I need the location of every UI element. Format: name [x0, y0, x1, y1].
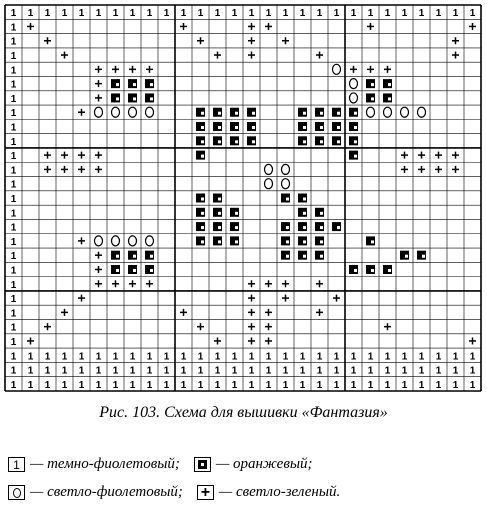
- cell-dark-violet: 1: [401, 8, 408, 20]
- cell-dark-violet: 1: [10, 236, 17, 248]
- cell-orange-mark: [201, 155, 204, 158]
- cell-dark-violet: 1: [435, 365, 442, 377]
- cell-dark-violet: 1: [197, 351, 204, 363]
- cell-dark-violet: 1: [10, 136, 17, 148]
- cell-dark-violet: 1: [265, 351, 272, 363]
- cell-dark-violet: 1: [10, 8, 17, 20]
- cell-dark-violet: 1: [350, 351, 357, 363]
- cell-orange-mark: [320, 212, 323, 215]
- cell-dark-violet: 1: [10, 308, 17, 320]
- cell-dark-violet: 1: [469, 8, 476, 20]
- cell-orange-mark: [235, 112, 238, 115]
- cell-orange-mark: [371, 240, 374, 243]
- cell-dark-violet: 1: [350, 379, 357, 391]
- cell-dark-violet: 1: [10, 93, 17, 105]
- cell-dark-violet: 1: [27, 351, 34, 363]
- cell-dark-violet: 1: [78, 8, 85, 20]
- cell-dark-violet: 1: [10, 194, 17, 205]
- cell-dark-violet: 1: [231, 351, 238, 363]
- cell-dark-violet: 1: [10, 265, 17, 277]
- cell-dark-violet: 1: [112, 351, 119, 363]
- cell-orange-mark: [218, 240, 221, 243]
- cell-orange-mark: [388, 83, 391, 86]
- cell-dark-violet: 1: [282, 365, 289, 377]
- cell-dark-violet: 1: [316, 8, 323, 20]
- cell-dark-violet: 1: [248, 365, 255, 377]
- cell-orange-mark: [354, 155, 357, 158]
- cell-orange-mark: [354, 126, 357, 129]
- cell-dark-violet: 1: [452, 379, 459, 391]
- cell-orange-mark: [320, 240, 323, 243]
- cell-dark-violet: 1: [95, 365, 102, 377]
- cell-orange-mark: [235, 240, 238, 243]
- cell-orange-mark: [422, 255, 425, 258]
- cell-dark-violet: 1: [10, 208, 17, 220]
- cell-dark-violet: 1: [10, 51, 17, 63]
- cell-light-violet: [350, 93, 358, 103]
- cell-dark-violet: 1: [10, 79, 17, 91]
- cell-dark-violet: 1: [129, 8, 136, 20]
- cell-dark-violet: 1: [452, 8, 459, 20]
- cell-dark-violet: 1: [10, 179, 17, 191]
- cell-dark-violet: 1: [95, 351, 102, 363]
- cell-orange-mark: [320, 255, 323, 258]
- cell-orange-mark: [252, 140, 255, 143]
- cell-dark-violet: 1: [435, 8, 442, 20]
- cell-orange-mark: [303, 226, 306, 229]
- cell-orange-mark: [337, 140, 340, 143]
- cell-dark-violet: 1: [418, 8, 425, 20]
- cell-orange-mark: [235, 226, 238, 229]
- cell-dark-violet: 1: [44, 351, 51, 363]
- cell-dark-violet: 1: [367, 365, 374, 377]
- cell-dark-violet: 1: [61, 365, 68, 377]
- cell-light-violet: [112, 107, 120, 117]
- cell-light-violet: [367, 107, 375, 117]
- cell-orange-mark: [286, 198, 289, 201]
- cell-orange-mark: [320, 140, 323, 143]
- cell-dark-violet: 1: [10, 108, 17, 120]
- cell-orange-mark: [405, 255, 408, 258]
- cell-dark-violet: 1: [265, 379, 272, 391]
- cell-dark-violet: 1: [197, 8, 204, 20]
- cell-orange-mark: [303, 140, 306, 143]
- cell-dark-violet: 1: [112, 8, 119, 20]
- cell-orange-mark: [235, 126, 238, 129]
- legend-dark-violet: — темно-фиолетовый;: [30, 456, 180, 472]
- cell-dark-violet: 1: [299, 351, 306, 363]
- cell-orange-mark: [252, 126, 255, 129]
- cell-dark-violet: 1: [214, 8, 221, 20]
- cell-orange-mark: [150, 97, 153, 100]
- cell-dark-violet: 1: [299, 8, 306, 20]
- cell-dark-violet: 1: [146, 351, 153, 363]
- cell-orange-mark: [354, 269, 357, 272]
- cell-dark-violet: 1: [282, 351, 289, 363]
- cell-light-violet: [282, 164, 290, 174]
- cell-dark-violet: 1: [10, 294, 17, 306]
- cell-dark-violet: 1: [112, 379, 119, 391]
- cell-dark-violet: 1: [112, 365, 119, 377]
- cell-dark-violet: 1: [384, 8, 391, 20]
- cell-dark-violet: 1: [10, 36, 17, 48]
- cell-dark-violet: 1: [452, 365, 459, 377]
- cell-dark-violet: 1: [384, 351, 391, 363]
- figure-caption: Рис. 103. Схема для вышивки «Фантазия»: [99, 404, 388, 421]
- cell-light-violet: [129, 236, 137, 246]
- cell-dark-violet: 1: [44, 379, 51, 391]
- cell-dark-violet: 1: [78, 379, 85, 391]
- cell-dark-violet: 1: [180, 351, 187, 363]
- cell-orange-mark: [286, 226, 289, 229]
- cell-light-violet: [418, 107, 426, 117]
- cell-dark-violet: 1: [129, 379, 136, 391]
- cell-dark-violet: 1: [10, 251, 17, 263]
- cell-dark-violet: 1: [214, 351, 221, 363]
- cell-dark-violet: 1: [27, 8, 34, 20]
- cell-dark-violet: 1: [27, 379, 34, 391]
- light-violet-symbol-icon: [8, 485, 25, 500]
- cell-dark-violet: 1: [10, 22, 17, 34]
- cell-dark-violet: 1: [367, 351, 374, 363]
- cell-dark-violet: 1: [146, 8, 153, 20]
- cell-orange-mark: [252, 112, 255, 115]
- cell-light-violet: [384, 107, 392, 117]
- cell-orange-mark: [133, 83, 136, 86]
- cell-dark-violet: 1: [10, 365, 17, 377]
- cell-orange-mark: [133, 97, 136, 100]
- cell-orange-mark: [320, 112, 323, 115]
- cell-dark-violet: 1: [248, 379, 255, 391]
- cell-dark-violet: 1: [146, 365, 153, 377]
- cell-dark-violet: 1: [197, 379, 204, 391]
- cell-dark-violet: 1: [367, 379, 374, 391]
- cell-orange-mark: [150, 83, 153, 86]
- cell-orange-mark: [303, 240, 306, 243]
- orange-symbol-icon: [194, 457, 211, 472]
- cell-dark-violet: 1: [384, 365, 391, 377]
- cell-dark-violet: 1: [299, 379, 306, 391]
- cell-light-violet: [146, 236, 154, 246]
- cell-orange-mark: [371, 83, 374, 86]
- cell-orange-mark: [388, 97, 391, 100]
- cell-orange-mark: [337, 112, 340, 115]
- cell-dark-violet: 1: [350, 365, 357, 377]
- cell-dark-violet: 1: [469, 351, 476, 363]
- cell-dark-violet: 1: [146, 379, 153, 391]
- cell-dark-violet: 1: [469, 365, 476, 377]
- cell-orange-mark: [235, 140, 238, 143]
- cell-dark-violet: 1: [129, 365, 136, 377]
- cell-dark-violet: 1: [231, 8, 238, 20]
- cell-light-violet: [95, 236, 103, 246]
- cell-orange-mark: [201, 198, 204, 201]
- cell-dark-violet: 1: [435, 379, 442, 391]
- cell-orange-mark: [286, 255, 289, 258]
- cell-orange-mark: [218, 112, 221, 115]
- cell-dark-violet: 1: [163, 365, 170, 377]
- cell-dark-violet: 1: [214, 365, 221, 377]
- cell-dark-violet: 1: [10, 279, 17, 291]
- cell-orange-mark: [354, 140, 357, 143]
- cell-dark-violet: 1: [350, 8, 357, 20]
- cell-orange-mark: [133, 269, 136, 272]
- cell-orange-mark: [388, 269, 391, 272]
- cell-orange-mark: [320, 126, 323, 129]
- cell-orange-mark: [116, 255, 119, 258]
- cell-dark-violet: 1: [333, 365, 340, 377]
- cell-dark-violet: 1: [333, 351, 340, 363]
- cell-orange-mark: [218, 226, 221, 229]
- cell-light-violet: [401, 107, 409, 117]
- cell-light-violet: [265, 179, 273, 189]
- cell-dark-violet: 1: [248, 8, 255, 20]
- cell-dark-violet: 1: [435, 351, 442, 363]
- cell-orange-mark: [303, 112, 306, 115]
- cell-dark-violet: 1: [367, 8, 374, 20]
- cell-orange-mark: [320, 226, 323, 229]
- cell-orange-mark: [116, 83, 119, 86]
- cell-dark-violet: 1: [401, 351, 408, 363]
- cell-orange-mark: [371, 97, 374, 100]
- cell-dark-violet: 1: [10, 151, 17, 163]
- cell-orange-mark: [150, 269, 153, 272]
- cell-dark-violet: 1: [163, 351, 170, 363]
- cell-dark-violet: 1: [10, 322, 17, 334]
- cell-dark-violet: 1: [265, 365, 272, 377]
- cell-orange-mark: [218, 126, 221, 129]
- cell-light-violet: [112, 236, 120, 246]
- cell-dark-violet: 1: [333, 379, 340, 391]
- legend-orange: — оранжевый;: [215, 456, 313, 472]
- cell-orange-mark: [201, 240, 204, 243]
- cell-dark-violet: 1: [10, 165, 17, 177]
- cell-orange-mark: [303, 212, 306, 215]
- cell-orange-mark: [150, 255, 153, 258]
- cell-light-violet: [129, 107, 137, 117]
- cell-dark-violet: 1: [316, 379, 323, 391]
- cell-dark-violet: 1: [78, 365, 85, 377]
- cell-dark-violet: 1: [282, 8, 289, 20]
- cell-dark-violet: 1: [282, 379, 289, 391]
- cell-dark-violet: 1: [401, 379, 408, 391]
- cell-orange-mark: [116, 97, 119, 100]
- cell-orange-mark: [218, 140, 221, 143]
- cell-dark-violet: 1: [214, 379, 221, 391]
- cell-dark-violet: 1: [384, 379, 391, 391]
- legend-light-green: — светло-зеленый.: [218, 484, 341, 500]
- cell-dark-violet: 1: [44, 8, 51, 20]
- cell-dark-violet: 1: [61, 8, 68, 20]
- cell-dark-violet: 1: [180, 8, 187, 20]
- cell-orange-mark: [133, 255, 136, 258]
- cell-orange-mark: [286, 240, 289, 243]
- cell-dark-violet: 1: [10, 379, 17, 391]
- cell-dark-violet: 1: [10, 222, 17, 234]
- cell-orange-mark: [201, 212, 204, 215]
- embroidery-chart: [4, 4, 482, 392]
- cell-light-violet: [265, 164, 273, 174]
- cell-light-violet: [95, 107, 103, 117]
- cell-dark-violet: 1: [316, 365, 323, 377]
- cell-dark-violet: 1: [10, 336, 17, 348]
- cell-dark-violet: 1: [452, 351, 459, 363]
- cell-dark-violet: 1: [231, 365, 238, 377]
- cell-dark-violet: 1: [418, 379, 425, 391]
- cell-dark-violet: 1: [95, 8, 102, 20]
- cell-orange-mark: [303, 198, 306, 201]
- cell-dark-violet: 1: [418, 351, 425, 363]
- cell-orange-mark: [337, 126, 340, 129]
- legend-row-2: [8, 484, 340, 501]
- cell-dark-violet: 1: [265, 8, 272, 20]
- cell-light-violet: [146, 107, 154, 117]
- cell-orange-mark: [201, 226, 204, 229]
- dark-violet-symbol-icon: 1: [8, 457, 25, 472]
- cell-dark-violet: 1: [129, 351, 136, 363]
- cell-orange-mark: [116, 269, 119, 272]
- cell-dark-violet: 1: [27, 365, 34, 377]
- legend-row-1: [8, 456, 312, 473]
- cell-orange-mark: [337, 226, 340, 229]
- cell-dark-violet: 1: [10, 122, 17, 134]
- cell-orange-mark: [201, 112, 204, 115]
- cell-dark-violet: 1: [469, 379, 476, 391]
- cell-light-violet: [333, 64, 341, 74]
- cell-orange-mark: [303, 126, 306, 129]
- cell-orange-mark: [235, 212, 238, 215]
- cell-dark-violet: 1: [231, 379, 238, 391]
- cell-dark-violet: 1: [418, 365, 425, 377]
- cell-orange-mark: [201, 140, 204, 143]
- cell-orange-mark: [354, 112, 357, 115]
- cell-dark-violet: 1: [163, 8, 170, 20]
- cell-dark-violet: 1: [78, 351, 85, 363]
- cell-orange-mark: [371, 269, 374, 272]
- cell-light-violet: [282, 179, 290, 189]
- cell-orange-mark: [218, 198, 221, 201]
- legend-light-violet: — светло-фиолетовый;: [30, 484, 183, 500]
- cell-dark-violet: 1: [333, 8, 340, 20]
- cell-dark-violet: 1: [180, 365, 187, 377]
- cell-dark-violet: 1: [44, 365, 51, 377]
- cell-orange-mark: [201, 126, 204, 129]
- cell-dark-violet: 1: [401, 365, 408, 377]
- cell-orange-mark: [218, 212, 221, 215]
- cell-orange-mark: [303, 255, 306, 258]
- cell-dark-violet: 1: [180, 379, 187, 391]
- cell-dark-violet: 1: [10, 351, 17, 363]
- cell-dark-violet: 1: [248, 351, 255, 363]
- cell-dark-violet: 1: [61, 379, 68, 391]
- cell-dark-violet: 1: [61, 351, 68, 363]
- cell-dark-violet: 1: [197, 365, 204, 377]
- cell-dark-violet: 1: [95, 379, 102, 391]
- cell-dark-violet: 1: [10, 65, 17, 77]
- cell-light-violet: [350, 79, 358, 89]
- cell-dark-violet: 1: [299, 365, 306, 377]
- embroidery-grid: [4, 4, 482, 392]
- cell-dark-violet: 1: [163, 379, 170, 391]
- light-green-symbol-icon: +: [197, 485, 214, 500]
- cell-dark-violet: 1: [316, 351, 323, 363]
